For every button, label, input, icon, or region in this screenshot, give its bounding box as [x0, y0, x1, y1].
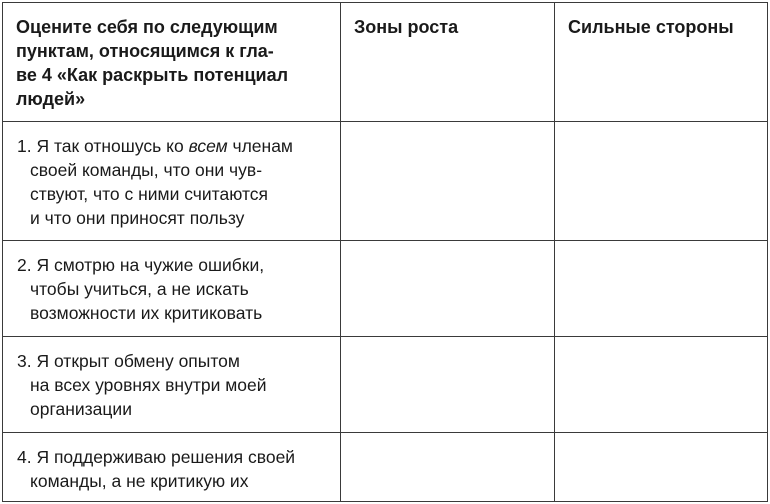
statement-emphasis: всем: [188, 136, 228, 156]
table-row: [3, 433, 768, 502]
statement-4: [3, 433, 340, 493]
header-statement-text: Оцените себя по следующим пунктам, относящимся к гла- ве 4 «Как раскрыть потенциал людей»: [16, 17, 289, 109]
statement-line: организации: [30, 399, 132, 419]
growth-zone-cell[interactable]: [341, 122, 555, 241]
statement-line: на всех уровнях внутри моей: [30, 375, 267, 395]
statement-2: [3, 241, 340, 325]
statement-3: [3, 337, 340, 421]
statement-line: возможности их критиковать: [30, 303, 263, 323]
statement-cell: [3, 337, 341, 433]
statement-line: 4. Я поддерживаю решения своей: [17, 447, 296, 467]
statement-line: чтобы учиться, а не искать: [30, 279, 249, 299]
growth-zone-cell[interactable]: [341, 337, 555, 433]
statement-line: [17, 134, 332, 158]
table-header-row: [3, 3, 768, 122]
table-row: [3, 122, 768, 241]
statement-cell: [3, 241, 341, 337]
self-assessment-table: [2, 2, 768, 502]
strength-cell[interactable]: [555, 241, 768, 337]
statement-line: ствуют, что с ними считаются: [30, 184, 269, 204]
statement-1: [3, 122, 340, 230]
growth-zone-cell[interactable]: [341, 241, 555, 337]
statement-line: команды, а не критикую их: [30, 471, 249, 491]
statement-line: и что они приносят пользу: [30, 208, 245, 228]
strength-cell[interactable]: [555, 433, 768, 502]
statement-text: членам: [227, 136, 293, 156]
statement-line: 3. Я открыт обмену опытом: [17, 351, 240, 371]
header-growth-zones-text: Зоны роста: [354, 17, 459, 37]
statement-cell: [3, 433, 341, 502]
table-row: [3, 337, 768, 433]
statement-line: 2. Я смотрю на чужие ошибки,: [17, 255, 265, 275]
header-strengths-text: Сильные стороны: [568, 17, 734, 37]
header-growth-zones: [341, 3, 555, 122]
header-statement: [3, 3, 341, 122]
growth-zone-cell[interactable]: [341, 433, 555, 502]
strength-cell[interactable]: [555, 122, 768, 241]
header-strengths: [555, 3, 768, 122]
table-row: [3, 241, 768, 337]
statement-text: 1. Я так отношусь ко: [17, 136, 189, 156]
statement-cell: [3, 122, 341, 241]
strength-cell[interactable]: [555, 337, 768, 433]
statement-line: своей команды, что они чув-: [30, 160, 263, 180]
